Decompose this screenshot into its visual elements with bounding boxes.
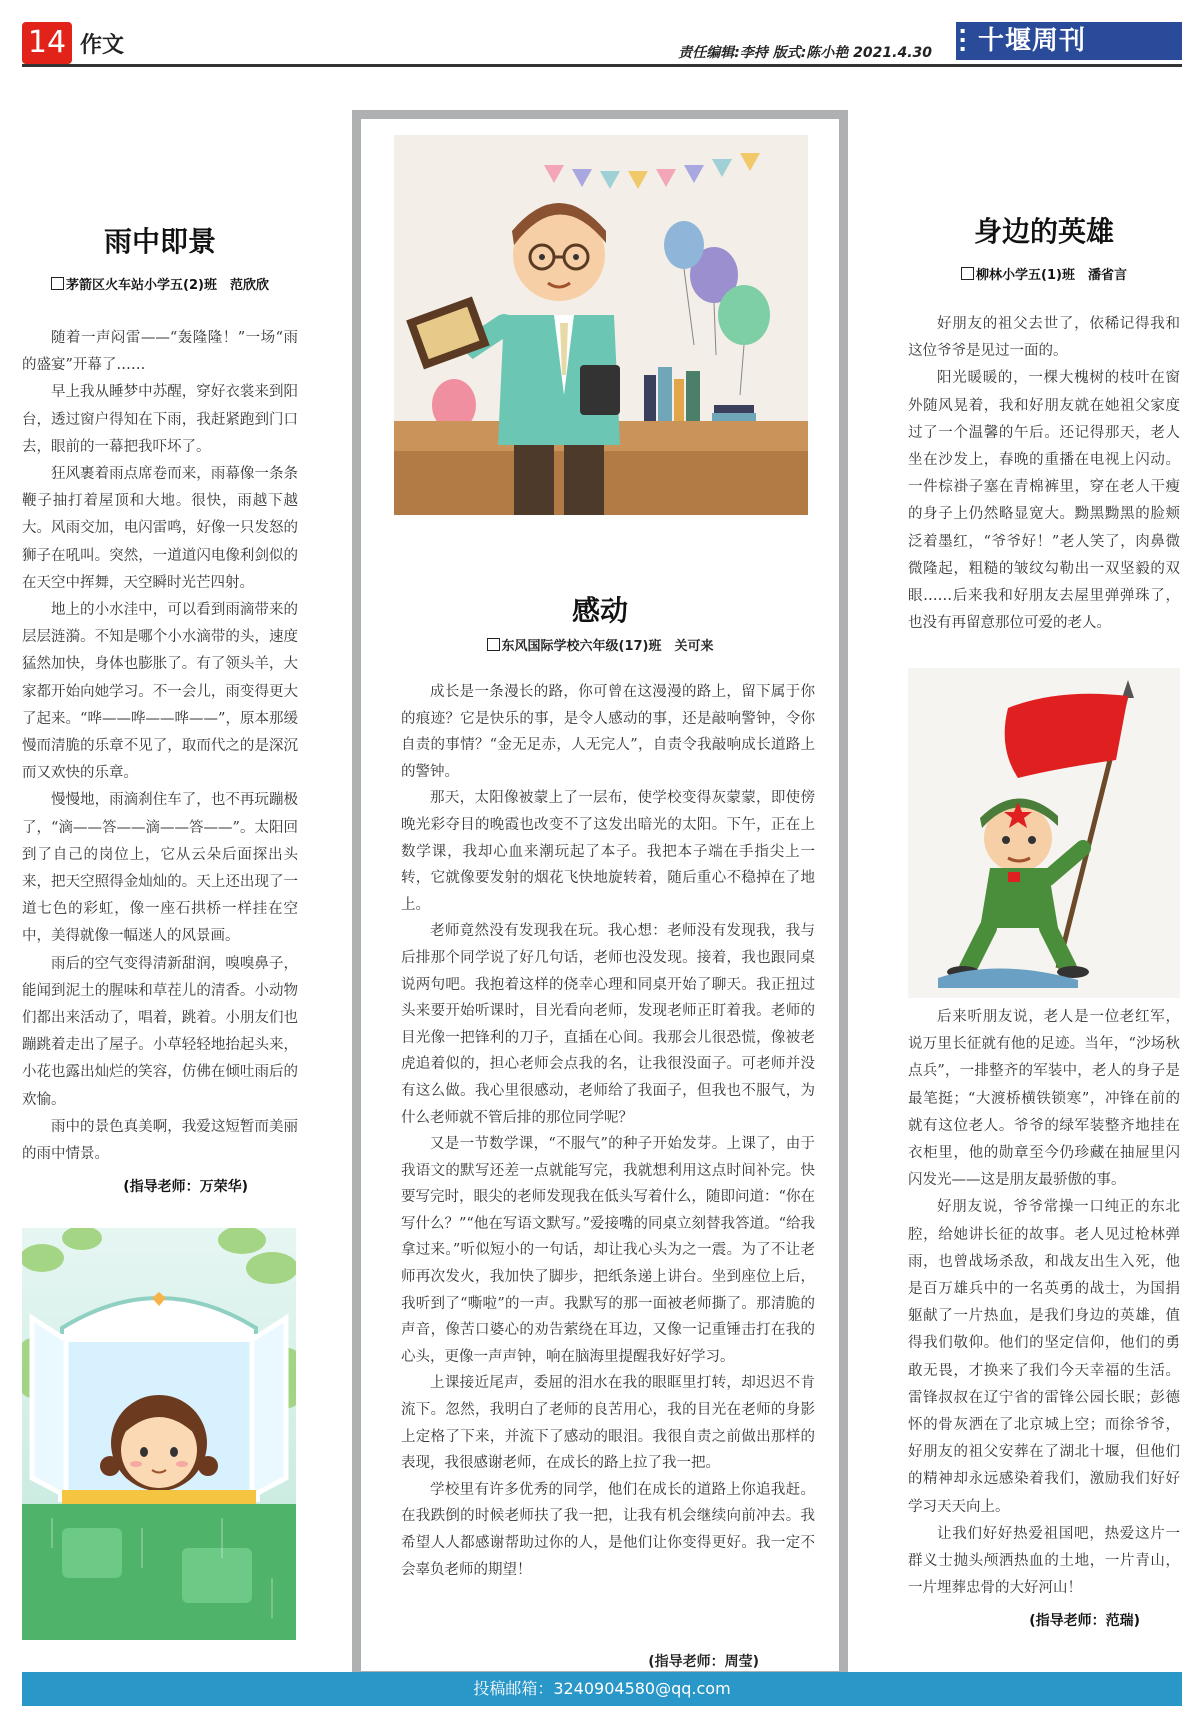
teacher-illustration — [394, 135, 808, 515]
paragraph: 雨中的景色真美啊，我爱这短暂而美丽的雨中情景。 — [22, 1118, 298, 1163]
article-body-top — [908, 311, 1180, 637]
page-header — [22, 22, 1182, 66]
byline-box-icon — [51, 277, 64, 290]
red-army-soldier-illustration — [908, 668, 1180, 998]
submission-email-bar: 投稿邮箱：3240904580@qq.com — [22, 1672, 1182, 1706]
article-body-bottom — [908, 1004, 1180, 1602]
paragraph: 让我们好好热爱祖国吧，热爱这片一群义士抛头颅洒热血的土地，一片青山，一片埋葬忠骨的大好河山！ — [908, 1525, 1180, 1597]
masthead-title: 十堰周刊 — [978, 26, 1087, 56]
page-number: 14 — [22, 22, 72, 64]
masthead — [956, 22, 1182, 60]
paragraph: 早上我从睡梦中苏醒，穿好衣裳来到阳台，透过窗户得知在下雨，我赶紧跑到门口去，眼前的一幕把我吓坏了。 — [22, 384, 298, 455]
section-title: 作文 — [80, 33, 125, 58]
header-rule — [22, 64, 1182, 67]
article-byline: 柳林小学五(1)班 潘省言 — [908, 264, 1180, 283]
paragraph: 又是一节数学课，“不服气”的种子开始发芽。上课了，由于我语文的默写还差一点就能写完，我就想利用这点时间补完。快要写完时，眼尖的老师发现我在低头写着什么，随即问道：“你在写什么？”“他在写语文默写。”爱接嘴的同桌立刻替我答道。“给我拿过来。”听似短小的一句话，却让我心头为之一震。为了不让老师再次发火，我加快了脚步，把纸条递上讲台。坐到座位上后，我听到了“嘶啦”的一声。我默写的那一面被老师撕了。那清脆的声音，像苦口婆心的劝告萦绕在耳边，又像一记重锤击打在我的心头，更像一声声钟，响在脑海里提醒我好好学习。 — [401, 1136, 815, 1365]
paragraph: 好朋友说，爷爷常操一口纯正的东北腔，给她讲长征的故事。老人见过枪林弹雨，也曾战场杀敌，和战友出生入死，他是百万雄兵中的一名英勇的战士，为国捐躯献了一片热血，是我们身边的英雄，值得我们敬仰。他们的坚定信仰，他们的勇敢无畏，才换来了我们今天幸福的生活。雷锋叔叔在辽宁省的雷锋公园长眠；彭德怀的骨灰洒在了北京城上空；而徐爷爷，好朋友的祖父安葬在了湖北十堰，但他们的精神却永远感染着我们，激励我们好好学习天天向上。 — [908, 1199, 1180, 1515]
article-hero — [908, 210, 1180, 637]
paragraph: 后来听朋友说，老人是一位老红军，说万里长征就有他的足迹。当年，“沙场秋点兵”，一排整齐的军装中，老人的身子是最笔挺；“大渡桥横铁锁寒”，冲锋在前的就有这位老人。爷爷的绿军装整齐地挂在衣柜里，他的勋章至今仍珍藏在抽屉里闪闪发光——这是朋友最骄傲的事。 — [908, 1009, 1180, 1189]
byline-box-icon — [961, 267, 974, 280]
paragraph: 地上的小水洼中，可以看到雨滴带来的层层涟漪。不知是哪个小水滴带的头，速度猛然加快，身体也膨胀了。有了领头羊，大家都开始向她学习。不一会儿，雨变得更大了起来。“哗——哗——哗——”，原本那缓慢而清脆的乐章不见了，取而代之的是深沉而又欢快的乐章。 — [22, 602, 298, 782]
paragraph: 随着一声闷雷——“轰隆隆！”一场“雨的盛宴”开幕了…… — [22, 330, 298, 374]
paragraph: 那天，太阳像被蒙上了一层布，使学校变得灰蒙蒙，即使傍晚光彩夺目的晚霞也改变不了这发出暗光的太阳。下午，正在上数学课，我却心血来潮玩起了本子。我把本子端在手指尖上一转，它就像要发射的烟花飞快地旋转着，随后重心不稳掉在了地上。 — [401, 790, 815, 913]
teacher-credit: (指导老师：万荣华) — [123, 1179, 248, 1196]
article-title: 感动 — [571, 594, 628, 627]
article-byline: 东风国际学校六年级(17)班 关可来 — [361, 635, 839, 654]
article-title: 身边的英雄 — [973, 215, 1114, 248]
paragraph: 老师竟然没有发现我在玩。我心想：老师没有发现我，我与后排那个同学说了好几句话，老师也没发现。接着，我也跟同桌说两句吧。我抱着这样的侥幸心理和同桌开始了聊天。我正扭过头来要开始听课时，目光看向老师，发现老师正盯着我。老师的目光像一把锋利的刀子，直插在心间。我那会儿很恐慌，像被老虎追着似的，担心老师会点我的名，让我很没面子。可老师并没有这么做。我心里很感动，老师给了我面子，但我也不服气，为什么老师就不管后排的那位同学呢？ — [401, 923, 815, 1126]
paragraph: 成长是一条漫长的路，你可曾在这漫漫的路上，留下属于你的痕迹？它是快乐的事，是令人感动的事，还是敲响警钟，令你自责的事情？“金无足赤，人无完人”，自责令我敲响成长道路上的警钟。 — [401, 684, 815, 780]
teacher-credit: (指导老师：范瑞) — [1029, 1613, 1140, 1630]
masthead-decoration: ▪ ▪ ▪ — [960, 26, 966, 53]
byline-box-icon — [487, 638, 500, 651]
paragraph: 阳光暖暖的，一棵大槐树的枝叶在窗外随风晃着，我和好朋友就在她祖父家度过了一个温馨的午后。还记得那天，老人坐在沙发上，春晚的重播在电视上闪动。一件棕褂子塞在青棉裤里，穿在老人干瘦的身子上仍然略显宽大。黝黑黝黑的脸颊泛着墨红，“爷爷好！”老人笑了，肉鼻微微隆起，粗糙的皱纹勾勒出一双坚毅的双眼……后来我和好朋友去屋里弹弹珠了，也没有再留意那位可爱的老人。 — [908, 370, 1180, 632]
teacher-credit: (指导老师：周莹) — [648, 1654, 759, 1670]
article-title: 雨中即景 — [103, 225, 216, 258]
article-hero-continued — [908, 1004, 1180, 1630]
paragraph: 好朋友的祖父去世了，依稀记得我和这位爷爷是见过一面的。 — [908, 316, 1180, 360]
girl-window-illustration — [22, 1228, 296, 1640]
paragraph: 上课接近尾声，委屈的泪水在我的眼眶里打转，却迟迟不肯流下。忽然，我明白了老师的良苦用心，我的目光在老师的身影上定格了下来，并流下了感动的眼泪。我很自责之前做出那样的表现，我很感谢老师，在成长的路上拉了我一把。 — [401, 1375, 815, 1472]
article-body — [401, 679, 815, 1583]
paragraph: 雨后的空气变得清新甜润，嗅嗅鼻子，能闻到泥土的腥味和草茬儿的清香。小动物们都出来活动了，唱着，跳着。小朋友们也蹦跳着走出了屋子。小草轻轻地抬起头来，小花也露出灿烂的笑容，仿佛在倾吐雨后的欢愉。 — [22, 955, 298, 1108]
paragraph: 学校里有许多优秀的同学，他们在成长的道路上你追我赶。在我跌倒的时候老师扶了我一把，让我有机会继续向前冲去。我希望人人都感谢帮助过你的人，是他们让你变得更好。我一定不会辜负老师的期望！ — [401, 1481, 815, 1578]
editor-meta: 责任编辑:李持 版式:陈小艳 2021.4.30 — [678, 45, 932, 61]
paragraph: 慢慢地，雨滴刹住车了，也不再玩蹦极了，“滴——答——滴——答——”。太阳回到了自己的岗位上，它从云朵后面探出头来，把天空照得金灿灿的。天上还出现了一道七色的彩虹，像一座石拱桥一样挂在空中，美得就像一幅迷人的风景画。 — [22, 792, 298, 945]
paragraph: 狂风裹着雨点席卷而来，雨幕像一条条鞭子抽打着屋顶和大地。很快，雨越下越大。风雨交加，电闪雷鸣，好像一只发怒的狮子在吼叫。突然，一道道闪电像利剑似的在天空中挥舞，天空瞬时光芒四射。 — [22, 466, 298, 591]
article-byline: 茅箭区火车站小学五(2)班 范欣欣 — [22, 274, 298, 293]
article-touched-frame — [352, 110, 848, 1680]
article-body — [22, 325, 298, 1168]
article-rain — [22, 220, 298, 1196]
